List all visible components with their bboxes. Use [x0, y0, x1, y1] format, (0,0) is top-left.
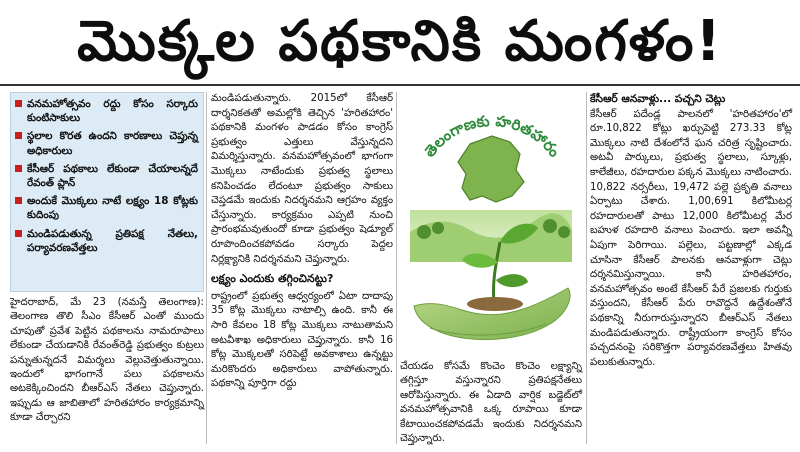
article-body-col2-cont: రాష్ట్రంలో ప్రభుత్వ ఆధ్వర్యంలో ఏటా దాదాపు 35 కోట్ల మొక్కలు నాటాల్సి ఉంది. కానీ ఈ సారి కేవలం 18 కోట్ల మొక్కలు నాటుతామని అటవీశాఖ అధికారులు చెప్తున్నారు. కానీ 16 కోట్ల మొక్కలతో సరిపెట్టే అవకాశాలు ఉన్నట్టు మరికొందరు అధికారులు వాపోతున్నారు. పథకాన్ని పూర్తిగా రద్దు: [211, 290, 393, 390]
logo-arc-text: తెలంగాణకు హరితహారం: [420, 111, 564, 161]
column-divider: [396, 92, 397, 444]
haritha-haram-illustration: [400, 92, 582, 357]
highlights-box: [10, 92, 204, 292]
subheading-target: లక్ష్యం ఎందుకు తగ్గించినట్టు?: [211, 272, 334, 286]
highlight-item: వనమహోత్సవం రద్దు కోసం సర్కారు కుంటిసాకులు: [15, 97, 198, 125]
telangana-map-icon: [458, 136, 524, 202]
article-body-col2: మండిపడుతున్నారు. 2015లో కేసీఆర్ దార్శనికతతో అమల్లోకి తెచ్చిన 'హరితహారం' పథకానికి మంగళం పాడడం కోసం కాంగ్రెస్ ప్రభుత్వం ఎత్తులు వేస్తున్నదని విమర్శిస్తున్నారు. వనమహోత్సవంలో భాగంగా మొక్కలు నాటేందుకు ప్రభుత్వ స్థలాలు కనిపించడం లేదంటూ ప్రభుత్వం సాకులు చెప్తడమే ఇందుకు నిదర్శనమని ఆగ్రహం వ్యక్తం చేస్తున్నారు. కార్యక్రమం ఎప్పటి నుంచి ప్రారంభమవుతుందో కూడా ప్రభుత్వం షెడ్యూల్ రూపొందించకపోవడం సర్కారు పెద్దల నిర్లక్ష్యానికి నిదర్శనమని చెప్తున్నారు.: [211, 93, 393, 265]
column-1: [10, 92, 204, 426]
article-body-col4: కేసీఆర్ పదేండ్ల పాలనలో 'హరితహారం'లో రూ.10,822 కోట్లు ఖర్చుపెట్టి 273.33 కోట్ల మొక్కలు నాటి దేశంలోనే ఘన చరిత్ర సృష్టించారు. అటవీ పార్కులు, ప్రభుత్వ స్థలాలు, స్కూళ్లు, కాలేజీలు, రహదారుల పక్కన మొక్కలు నాటించారు. 10,822 నర్సరీలు, 19,472 పల్లె ప్రకృతి వనాలు ఏర్పాటు చేశారు. 1,00,691 కిలోమీటర్ల రహదారులతో పాటు 12,000 కిలోమీటర్ల మేర బహుళ రహదారి వనాలు పెంచారు. ఇలా అవన్నీ ఏపుగా పెరిగాయి. పల్లెలు, పట్టణాల్లో ఎక్కడ చూసినా కేసీఆర్ పాలనకు ఆనవాళ్లుగా చెట్లు దర్శనమిస్తున్నాయి. కానీ హరితహారం, వనమహోత్సవం అంటే కేసీఆర్ పేరే ప్రజలకు గుర్తుకు వస్తుందని, కేసీఆర్ పేరు రావొద్దనే ఉద్దేశంతోనే పథకాన్ని నీరుగారుస్తున్నారని బీఆర్ఎస్ నేతలు మండిపడుతున్నారు. రాష్ట్రీయంగా కాంగ్రెస్ కోసం పచ్చదనంపై సరికొత్తగా పర్యావరణవేత్తలు హితవు పలుకుతున్నారు.: [590, 108, 792, 368]
article-body-col1: హైదరాబాద్, మే 23 (నమస్తే తెలంగాణ): తెలంగాణ తొలి సీఎం కేసీఆర్ ఎంతో ముందు చూపుతో ప్రవేశ పెట్టిన పథకాలను నామరూపాలు లేకుండా చేయడానికి రేవంత్‌రెడ్డి ప్రభుత్వం కుట్రలు పన్నుతున్నదనే విమర్శలు వెల్లువెత్తుతున్నాయి. ఇందులో భాగంగానే పలు పథకాలను అటకెక్కించిందని బీఆర్ఎస్ నేతలు చెప్తున్నారు. ఇప్పుడు ఆ జాబితాలో హరితహారం కార్యక్రమాన్ని కూడా చేర్చారని: [10, 297, 204, 424]
bullet-square-icon: [15, 132, 22, 139]
highlight-item: కేసీఆర్ పథకాలు లేకుండా చేయాలన్నదే రేవంత్ ప్లాన్: [15, 162, 198, 190]
bullet-square-icon: [15, 230, 22, 237]
bullet-square-icon: [15, 165, 22, 172]
column-4: [590, 92, 792, 370]
column-divider: [586, 92, 587, 444]
article-body-col3: చేయడం కోసమే కొంచెం కొంచెం లక్ష్యాన్ని తగ్గిస్తూ వస్తున్నారని ప్రతిపక్షనేతలు ఆరోపిస్తున్నారు. ఈ ఏడాది వార్షిక బడ్జెట్‌లో వనమహోత్సవానికి ఒక్క రూపాయి కూడా కేటాయించకపోవడమే ఇందుకు నిదర్శనమని చెప్తున్నారు.: [400, 361, 582, 445]
column-divider: [206, 92, 207, 444]
column-2: [211, 92, 393, 392]
highlight-item: మండిపడుతున్న ప్రతిపక్ష నేతలు, పర్యావరణవేత్తలు: [15, 227, 198, 255]
column-3: [400, 360, 582, 446]
soil-icon: [467, 297, 523, 311]
headline: మొక్కల పథకానికి మంగళం!: [0, 0, 800, 86]
bullet-square-icon: [15, 100, 22, 107]
bullet-square-icon: [15, 197, 22, 204]
cupped-hand-icon: [414, 288, 570, 340]
highlight-item: అందుకే మొక్కలు నాటే లక్ష్యం 18 కోట్లకు కుదింపు: [15, 194, 198, 222]
leaf-icon: [496, 274, 528, 287]
haritha-haram-logo: [400, 92, 582, 357]
highlight-item: స్థలాల కొరత ఉందని కారణాలు చెప్తున్న అధికారులు: [15, 129, 198, 157]
section-lead: కేసీఆర్ ఆనవాళ్లు... పచ్చని చెట్లు: [590, 93, 726, 105]
